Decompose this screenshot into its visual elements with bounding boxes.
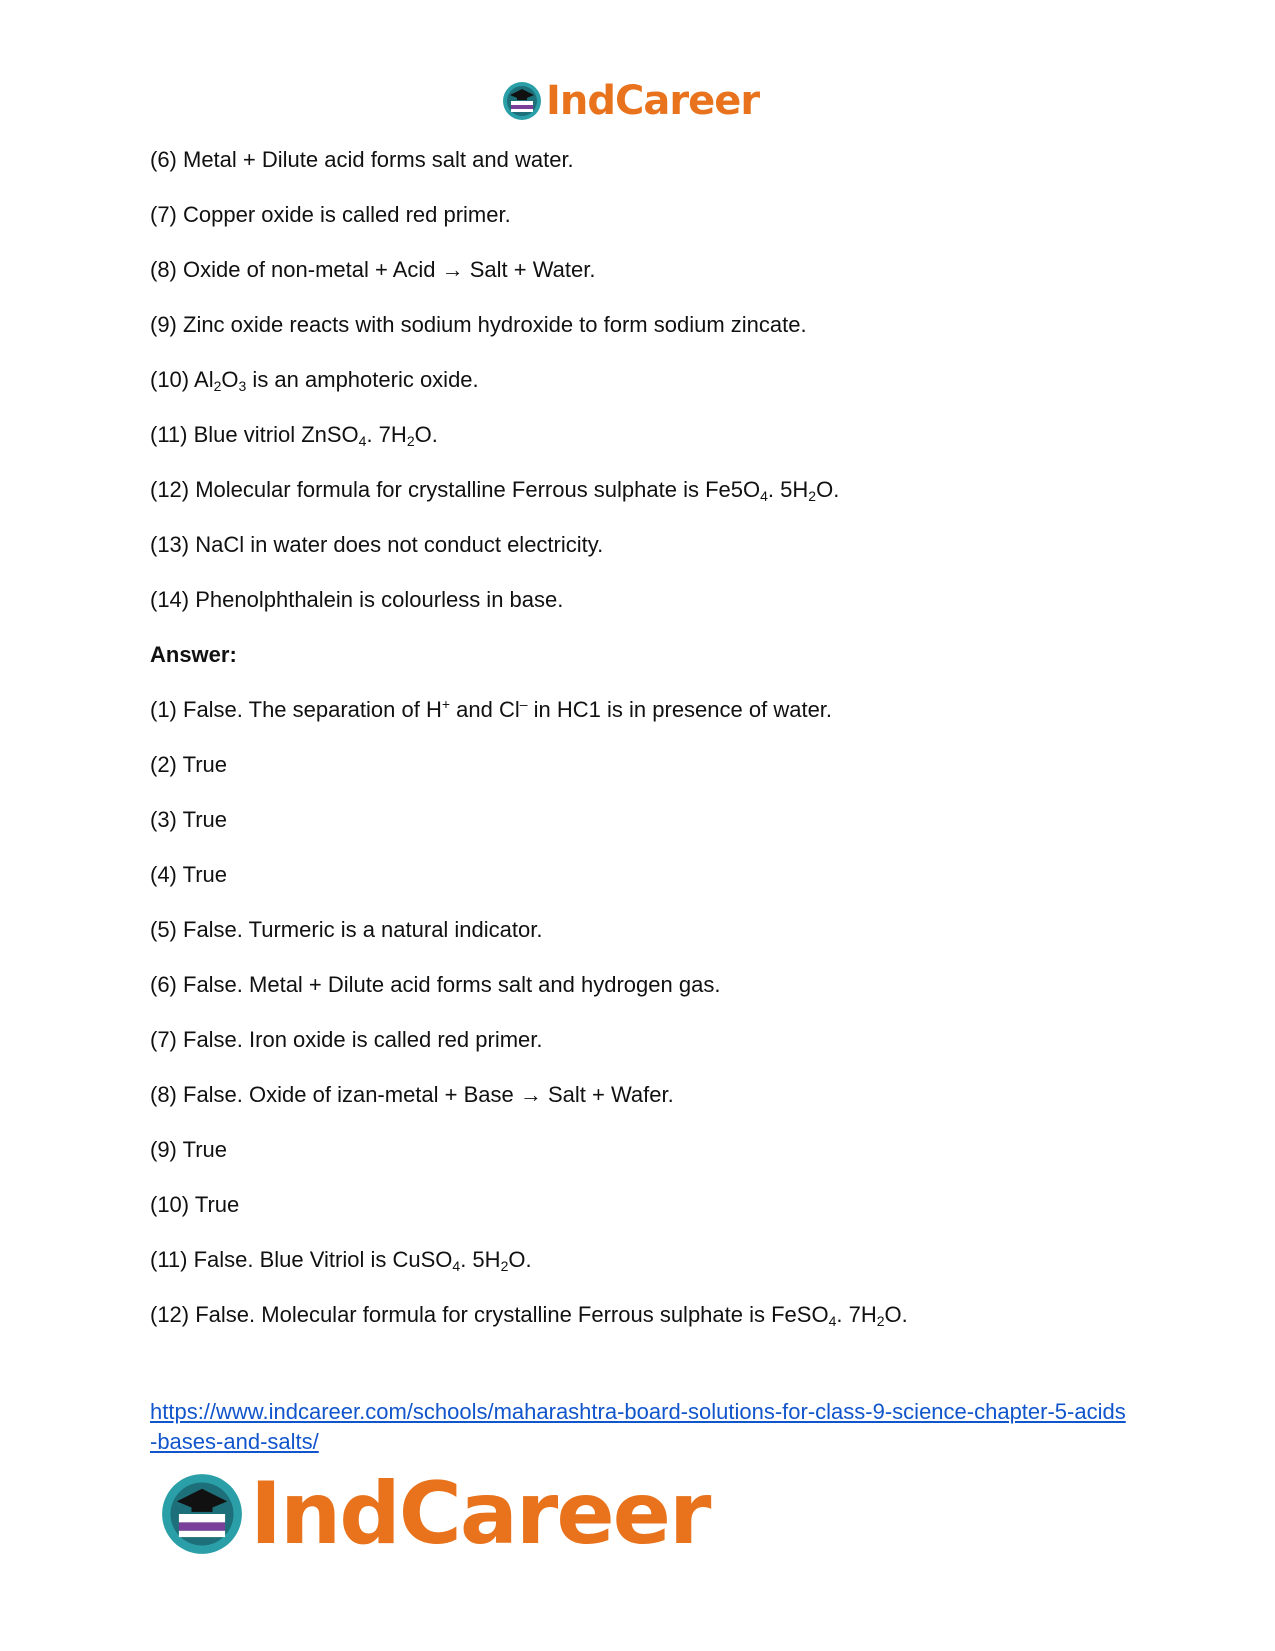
- subscript: 4: [452, 1258, 461, 1274]
- text-run: O.: [816, 477, 840, 502]
- text-run: (6) False. Metal + Dilute acid forms salt and hydrogen gas.: [150, 972, 721, 997]
- text-line-a2: [150, 751, 1150, 778]
- text-run: (10) Al: [150, 367, 214, 392]
- text-run: O: [221, 367, 239, 392]
- text-run: O.: [508, 1247, 532, 1272]
- text-run: (9) True: [150, 1137, 228, 1162]
- text-run: . 5H: [460, 1247, 501, 1272]
- subscript: 4: [760, 488, 768, 504]
- text-run: (11) False. Blue Vitriol is CuSO: [150, 1247, 453, 1272]
- subscript: 4: [828, 1313, 837, 1329]
- text-run: (9) Zinc oxide reacts with sodium hydroxide to form sodium zincate.: [150, 312, 807, 337]
- text-line-a11: [150, 1246, 1150, 1273]
- text-run: (10) True: [150, 1192, 240, 1217]
- text-line-q9: [150, 311, 1150, 338]
- text-run: in HC1 is in presence of water.: [527, 697, 833, 722]
- text-run: (11) Blue vitriol ZnSO: [150, 422, 359, 447]
- text-run: . 7H: [836, 1302, 877, 1327]
- text-run: . 7H: [366, 422, 407, 447]
- text-line-q8: [150, 256, 1150, 283]
- text-line-q6: [150, 146, 1150, 173]
- subscript: 2: [876, 1313, 885, 1329]
- text-run: (3) True: [150, 807, 228, 832]
- text-run: . 5H: [767, 477, 809, 502]
- logo-wordmark: IndCareer: [250, 1464, 710, 1564]
- superscript: +: [441, 696, 451, 712]
- text-line-a3: [150, 806, 1150, 833]
- text-run: (5) False. Turmeric is a natural indicator.: [150, 917, 543, 942]
- text-run: (7) Copper oxide is called red primer.: [150, 202, 511, 227]
- text-line-a6: [150, 971, 1150, 998]
- text-line-a5: [150, 916, 1150, 943]
- text-run: (8) False. Oxide of izan-metal + Base → Salt + Wafer.: [150, 1082, 674, 1107]
- text-run: Answer:: [150, 642, 237, 667]
- text-line-a7: [150, 1026, 1150, 1053]
- text-run: is an amphoteric oxide.: [246, 367, 479, 392]
- subscript: 2: [500, 1258, 509, 1274]
- text-run: (4) True: [150, 862, 228, 887]
- text-line-q13: [150, 531, 1150, 558]
- text-run: (12) False. Molecular formula for crystalline Ferrous sulphate is FeSO: [150, 1302, 829, 1327]
- text-run: and Cl: [450, 697, 520, 722]
- graduation-book-icon: [502, 81, 542, 121]
- text-run: O.: [884, 1302, 908, 1327]
- document-body: [150, 146, 1150, 1356]
- subscript: 3: [238, 378, 247, 394]
- text-run: (6) Metal + Dilute acid forms salt and water.: [150, 147, 574, 172]
- text-line-q7: [150, 201, 1150, 228]
- text-run: (14) Phenolphthalein is colourless in base.: [150, 587, 564, 612]
- footer-logo: [160, 1466, 709, 1562]
- text-line-a8: [150, 1081, 1150, 1108]
- superscript: –: [519, 696, 528, 712]
- text-run: (13) NaCl in water does not conduct electricity.: [150, 532, 604, 557]
- subscript: 4: [358, 433, 367, 449]
- subscript: 2: [808, 488, 817, 504]
- source-link[interactable]: https://www.indcareer.com/schools/maharashtra-board-solutions-for-class-9-science-chapter-5-acids-bases-and-salts/: [150, 1399, 1126, 1454]
- text-line-a4: [150, 861, 1150, 888]
- text-line-a12: [150, 1301, 1150, 1328]
- text-run: O.: [414, 422, 438, 447]
- text-run: (7) False. Iron oxide is called red primer.: [150, 1027, 543, 1052]
- answer-heading: [150, 641, 1150, 668]
- text-line-a10: [150, 1191, 1150, 1218]
- header-logo: [502, 78, 759, 124]
- graduation-book-icon: [160, 1472, 244, 1556]
- subscript: 2: [406, 433, 415, 449]
- text-run: (12) Molecular formula for crystalline Ferrous sulphate is Fe5O: [150, 477, 761, 502]
- text-run: (2) True: [150, 752, 228, 777]
- text-run: (1) False. The separation of H: [150, 697, 442, 722]
- text-line-q10: [150, 366, 1150, 393]
- text-run: (8) Oxide of non-metal + Acid → Salt + Water.: [150, 257, 596, 282]
- logo-wordmark: IndCareer: [546, 78, 760, 124]
- text-line-q11: [150, 421, 1150, 448]
- text-line-q12: [150, 476, 1150, 503]
- text-line-a9: [150, 1136, 1150, 1163]
- text-line-q14: [150, 586, 1150, 613]
- subscript: 2: [213, 378, 222, 394]
- text-line-a1: [150, 696, 1150, 723]
